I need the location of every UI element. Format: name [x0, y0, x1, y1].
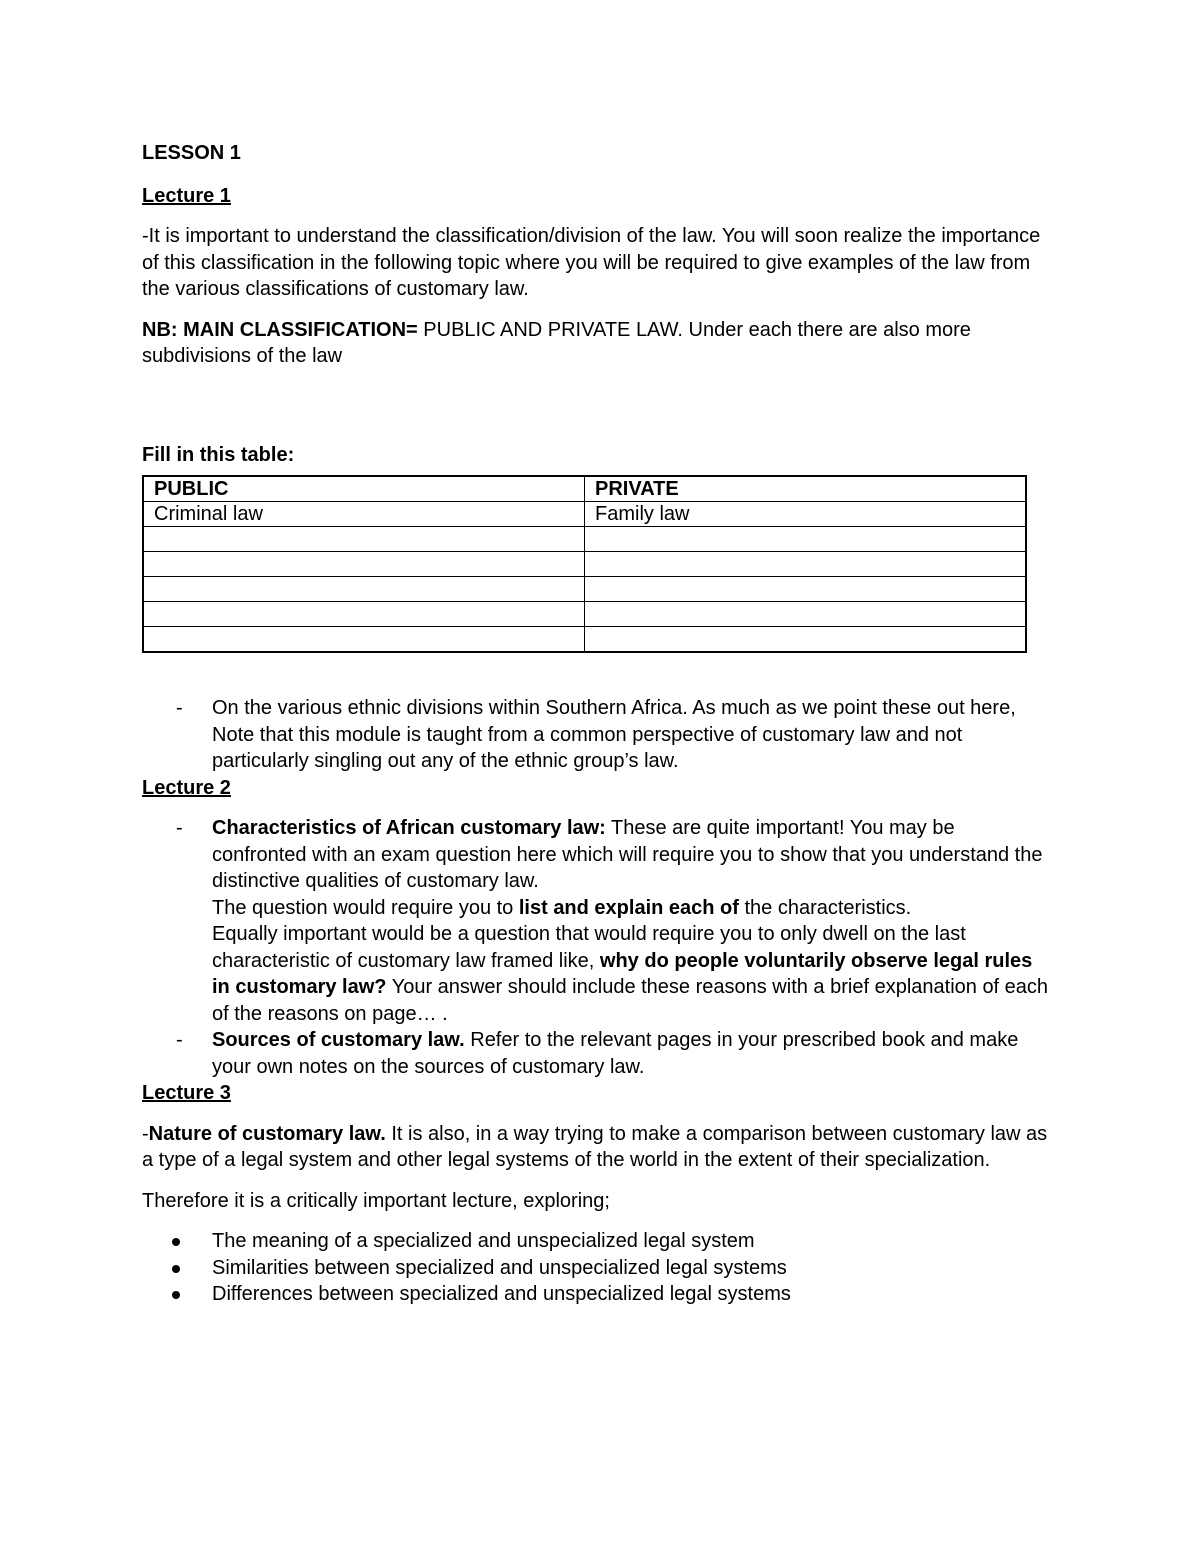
question-text-end: the characteristics.	[738, 896, 912, 919]
list-item	[142, 1255, 1052, 1282]
list-item	[142, 1027, 1052, 1080]
table-cell	[143, 552, 585, 577]
bullet-dot-icon	[172, 1265, 180, 1273]
equally-text-end: Your answer should include these reasons with a brief explanation of each of the reasons on page… .	[212, 976, 1049, 1025]
table-row	[143, 527, 1026, 552]
equally-emphasis: why do people voluntarily observe legal rules in customary law?	[212, 949, 1033, 998]
table-header-public: PUBLIC	[143, 476, 585, 502]
table-cell: Criminal law	[143, 502, 585, 527]
table-row	[143, 627, 1026, 653]
lecture-2-heading: Lecture 2	[142, 776, 231, 799]
characteristics-label: Characteristics of African customary law:	[212, 817, 606, 839]
sources-label: Sources of customary law.	[212, 1029, 465, 1051]
list-item-text: Similarities between specialized and unspecialized legal systems	[212, 1256, 787, 1279]
nature-paragraph	[142, 1121, 1052, 1174]
table-row	[143, 602, 1026, 627]
table-cell	[585, 552, 1027, 577]
lecture-2-bullet-list	[142, 815, 1052, 1080]
list-item-text: Differences between specialized and unspecialized legal systems	[212, 1283, 791, 1305]
table-cell	[585, 627, 1027, 653]
nature-label: Nature of customary law.	[148, 1122, 386, 1145]
table-cell	[143, 527, 585, 552]
lecture-1-heading: Lecture 1	[142, 184, 231, 207]
nb-note	[142, 317, 1052, 370]
table-cell	[143, 602, 585, 627]
fill-table-label: Fill in this table:	[142, 443, 295, 466]
list-item	[142, 1228, 1052, 1255]
nb-text: PUBLIC AND PRIVATE LAW. Under each there are also more subdivisions of the law	[142, 318, 971, 367]
bullet-dot-icon	[172, 1238, 180, 1246]
lecture-3-bullet-list	[142, 1228, 1052, 1308]
lecture-3-heading: Lecture 3	[142, 1082, 231, 1104]
lecture-1-bullet-list	[142, 695, 1052, 775]
list-item: - On the various ethnic divisions within Southern Africa. As much as we point these out here, Note that this module is taught from a common perspective of customary law and not particularly singling out any of the ethnic group’s law.	[142, 695, 1052, 775]
list-item	[142, 1281, 1052, 1308]
characteristics-text: These are quite important! You may be confronted with an exam question here which will require you to show that you understand the distinctive qualities of customary law.	[212, 817, 1043, 892]
table-row	[143, 552, 1026, 577]
table-cell	[143, 627, 585, 653]
nature-dash: -	[142, 1122, 149, 1145]
list-item-text: The meaning of a specialized and unspecialized legal system	[212, 1230, 755, 1252]
table-cell	[585, 577, 1027, 602]
nature-text: It is also, in a way trying to make a comparison between customary law as a type of a legal system and other legal systems of the world in the extent of their specialization.	[142, 1122, 1048, 1171]
table-header-row	[143, 476, 1026, 502]
lecture-1-intro: -It is important to understand the classification/division of the law. You will soon realize the importance of this classification in the following topic where you will be required to give examples of the law from the various classifications of customary law.	[142, 225, 1041, 300]
nb-label: NB: MAIN CLASSIFICATION=	[142, 318, 418, 341]
classification-table	[142, 475, 1027, 653]
exploring-paragraph: Therefore it is a critically important lecture, exploring;	[142, 1189, 610, 1212]
table-cell	[143, 577, 585, 602]
question-emphasis: list and explain each of	[518, 896, 739, 919]
question-text: The question would require you to	[212, 896, 519, 919]
table-header-private: PRIVATE	[585, 476, 1027, 502]
lesson-title: LESSON 1	[142, 142, 241, 164]
table-row	[143, 502, 1026, 527]
sources-text: Refer to the relevant pages in your prescribed book and make your own notes on the sources of customary law.	[212, 1029, 1019, 1078]
table-cell: Family law	[585, 502, 1027, 527]
bullet-dot-icon	[172, 1291, 180, 1299]
equally-text: Equally important would be a question that would require you to only dwell on the last characteristic of customary law framed like,	[212, 923, 966, 972]
document-page	[142, 140, 1052, 1308]
list-item	[142, 815, 1052, 1027]
table-cell	[585, 527, 1027, 552]
table-cell	[585, 602, 1027, 627]
table-row	[143, 577, 1026, 602]
